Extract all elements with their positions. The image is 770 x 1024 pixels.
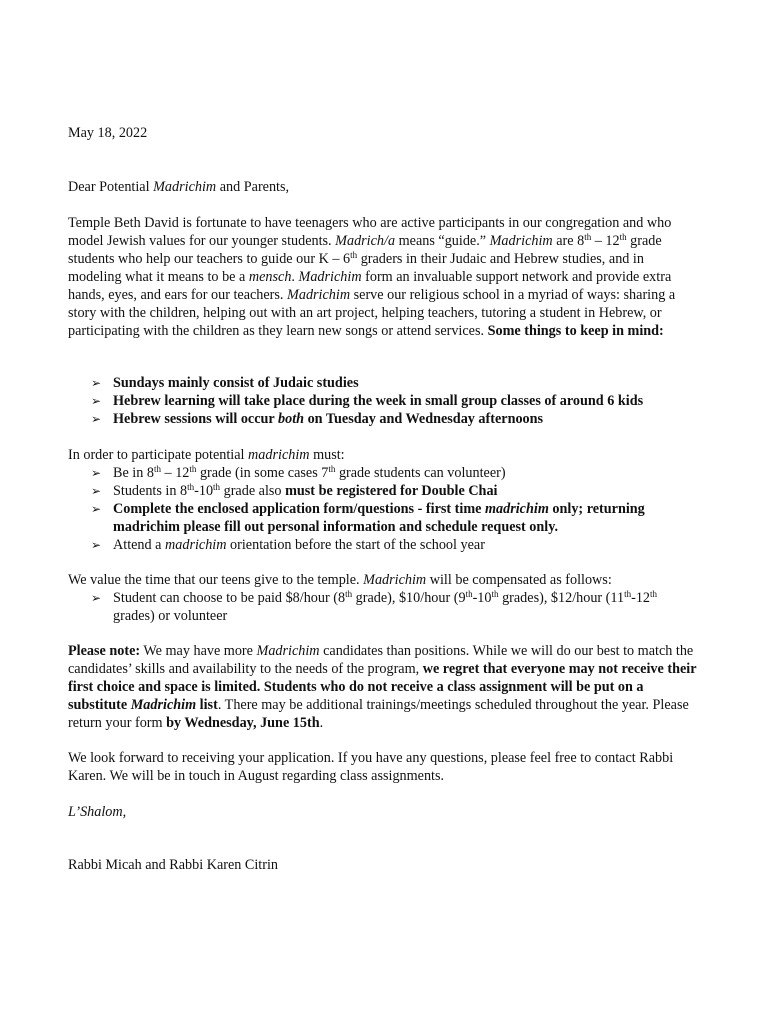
list-item: ➢ Sundays mainly consist of Judaic studies xyxy=(91,374,701,392)
list-item: ➢ Be in 8th – 12th grade (in some cases 7th grade students can volunteer) xyxy=(91,464,701,482)
key-points-list xyxy=(91,374,701,428)
compensation-list xyxy=(91,589,701,625)
requirements-list xyxy=(91,464,701,554)
note-paragraph: Please note: We may have more Madrichim candidates than positions. While we will do our best to match the candidates’ skills and availability to the needs of the program, we regret that everyone may not receive their first choice and space is limited. Students who do not receive a class assignment will be put on a substitute Madrichim list. There may be additional trainings/meetings scheduled throughout the year. Please return your form by Wednesday, June 15th. xyxy=(68,643,697,731)
compensation-intro: We value the time that our teens give to the temple. Madrichim will be compensated as follows: xyxy=(68,572,612,588)
list-item: ➢ Student can choose to be paid $8/hour (8th grade), $10/hour (9th-10th grades), $12/hour (11th-12th grades) or volunteer xyxy=(91,589,701,625)
list-item: ➢ Complete the enclosed application form/questions - first time madrichim only; returning madrichim please fill out personal information and schedule request only. xyxy=(91,500,701,536)
intro-paragraph: Temple Beth David is fortunate to have teenagers who are active participants in our congregation and who model Jewish values for our younger students. Madrich/a means “guide.” Madrichim are 8th – 12th grade students who help our teachers to guide our K – 6th graders in their Judaic and Hebrew studies, and in modeling what it means to be a mensch. Madrichim form an invaluable support network and provide extra hands, eyes, and ears for our teachers. Madrichim serve our religious school in a myriad of ways: sharing a story with the children, helping out with an art project, helping teachers, tutoring a student in Hebrew, or participating with the children as they learn new songs or attend services. Some things to keep in mind: xyxy=(68,215,676,339)
signature: Rabbi Micah and Rabbi Karen Citrin xyxy=(68,857,279,873)
letter-date: May 18, 2022 xyxy=(68,125,148,141)
list-item: ➢ Hebrew sessions will occur both on Tuesday and Wednesday afternoons xyxy=(91,410,701,428)
sign-off: L’Shalom, xyxy=(68,804,127,820)
list-item: ➢ Attend a madrichim orientation before the start of the school year xyxy=(91,536,701,554)
closing-paragraph: We look forward to receiving your application. If you have any questions, please feel free to contact Rabbi Karen. We will be in touch in August regarding class assignments. xyxy=(68,750,674,784)
requirements-intro: In order to participate potential madrichim must: xyxy=(68,447,345,463)
salutation: Dear Potential Madrichim and Parents, xyxy=(68,179,290,195)
list-item: ➢ Hebrew learning will take place during the week in small group classes of around 6 kids xyxy=(91,392,701,410)
list-item: ➢ Students in 8th-10th grade also must be registered for Double Chai xyxy=(91,482,701,500)
